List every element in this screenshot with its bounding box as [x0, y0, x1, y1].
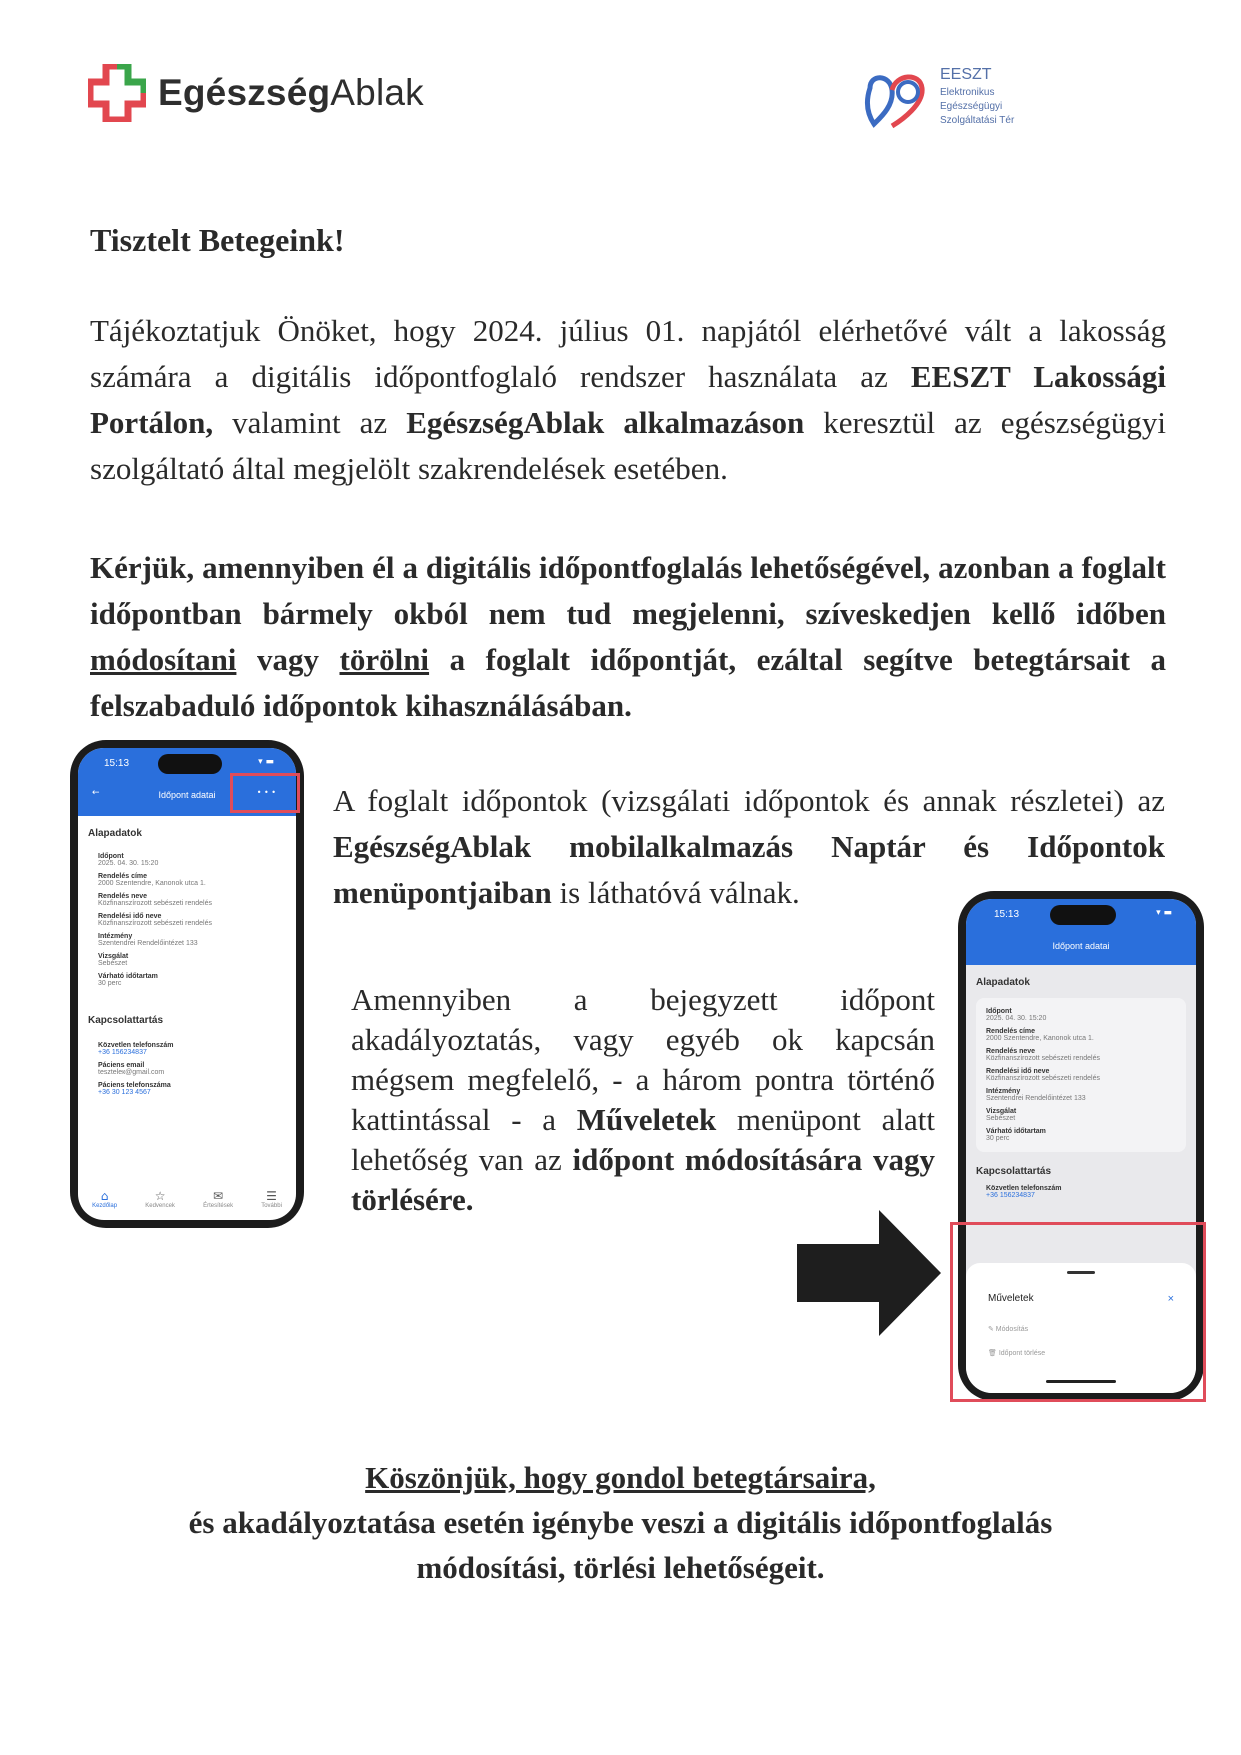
- field-label: Várható időtartam: [986, 1128, 1046, 1135]
- tab-more[interactable]: ☰ További: [261, 1189, 282, 1209]
- tab-bar: [78, 1178, 296, 1220]
- star-icon: ☆: [154, 1189, 166, 1203]
- eeszt-subtitle-2: Egészségügyi: [940, 101, 1003, 112]
- field-label: Rendelés neve: [986, 1048, 1036, 1055]
- more-options-button[interactable]: • • •: [256, 788, 276, 797]
- contact-label: Közvetlen telefonszám: [986, 1185, 1062, 1192]
- back-arrow-icon[interactable]: ←: [92, 788, 100, 798]
- closing-line-2: és akadályoztatása esetén igénybe veszi a digitális időpontfoglalás: [188, 1505, 1053, 1540]
- field-value: Sebészet: [986, 1115, 1016, 1122]
- envelope-icon: ✉: [213, 1189, 224, 1203]
- field-label: Rendelés neve: [98, 893, 148, 900]
- tab-notifications[interactable]: ✉ Értesítések: [203, 1189, 234, 1209]
- status-time: 15:13: [994, 909, 1020, 920]
- closing-text: [0, 1455, 1241, 1590]
- status-icons: ▾ ▬: [258, 757, 274, 767]
- field-value: 2000 Szentendre, Kanonok utca 1.: [986, 1035, 1094, 1042]
- status-time: 15:13: [104, 758, 130, 769]
- screen-title: Időpont adatai: [158, 790, 216, 800]
- request-paragraph: Kérjük, amennyiben él a digitális időpontfoglalás lehetőségével, azonban a foglalt időpontban bármely okból nem tud megjelenni, szíveskedjen kellő időben módosítani vagy törölni a foglalt időpontját, ezáltal segítve betegtársait a felszabaduló időpontok kihasználásában.: [90, 550, 1166, 723]
- sheet-title: Műveletek: [988, 1293, 1034, 1304]
- contact-email: teszteleк@gmail.com: [98, 1069, 165, 1076]
- field-label: Időpont: [98, 853, 124, 860]
- field-label: Vizsgálat: [986, 1108, 1017, 1115]
- field-value: 2025. 04. 30. 15:20: [98, 860, 159, 867]
- delete-menu-item[interactable]: 🗑 Időpont törlése: [988, 1350, 1046, 1357]
- field-label: Várható időtartam: [98, 973, 158, 980]
- contact-patient-phone-link[interactable]: +36 30 123 4567: [98, 1089, 151, 1096]
- section-title-contact: Kapcsolattartás: [88, 1015, 164, 1026]
- field-value: Közfinanszírozott sebészeti rendelés: [986, 1075, 1101, 1082]
- eeszt-name: EESZT: [940, 66, 992, 83]
- egeszsegablak-logo: [88, 64, 424, 122]
- brand-name: EgészségAblak: [158, 72, 424, 113]
- screen-title: Időpont adatai: [1052, 941, 1110, 951]
- field-value: Közfinanszírozott sebészeti rendelés: [98, 900, 213, 907]
- closing-line-1: Köszönjük, hogy gondol betegtársaira,: [365, 1460, 876, 1495]
- field-label: Időpont: [986, 1008, 1012, 1015]
- field-value: Szentendrei Rendelőintézet 133: [98, 940, 198, 947]
- field-value: Sebészet: [98, 960, 128, 967]
- closing-line-3: módosítási, törlési lehetőségeit.: [416, 1550, 825, 1585]
- field-value: 30 perc: [986, 1135, 1010, 1142]
- eeszt-subtitle-3: Szolgáltatási Tér: [940, 115, 1015, 126]
- menu-icon: ☰: [266, 1189, 277, 1203]
- contact-phone-link[interactable]: +36 156234837: [98, 1049, 147, 1056]
- medical-cross-icon: [88, 64, 146, 122]
- greeting: Tisztelt Betegeink!: [90, 222, 345, 258]
- phone-screenshot-details: [70, 740, 304, 1228]
- contact-phone-link[interactable]: +36 156234837: [986, 1192, 1035, 1199]
- tab-favorites[interactable]: ☆ Kedvencek: [145, 1189, 175, 1209]
- section-title-basics: Alapadatok: [88, 828, 142, 839]
- eeszt-heart-icon: [862, 66, 934, 132]
- field-label: Intézmény: [986, 1088, 1021, 1095]
- contact-label: Páciens telefonszáma: [98, 1082, 171, 1089]
- home-icon: ⌂: [100, 1189, 109, 1203]
- highlight-operations-sheet: [950, 1222, 1206, 1402]
- operations-paragraph: Amennyiben a bejegyzett időpont akadályoztatás, vagy egyéb ok kapcsán mégsem megfelelő, - a három pontra történő kattintással - a Műveletek menüpont alatt lehetőség van az időpont módosítására vagy törlésére.: [351, 982, 935, 1217]
- field-label: Intézmény: [98, 933, 133, 940]
- field-value: Szentendrei Rendelőintézet 133: [986, 1095, 1086, 1102]
- field-value: Közfinanszírozott sebészeti rendelés: [986, 1055, 1101, 1062]
- contact-label: Közvetlen telefonszám: [98, 1042, 174, 1049]
- field-label: Rendelés címe: [986, 1028, 1036, 1035]
- field-value: 2025. 04. 30. 15:20: [986, 1015, 1047, 1022]
- modify-menu-item[interactable]: ✎ Módosítás: [988, 1326, 1029, 1333]
- field-value: Közfinanszírozott sebészeti rendelés: [98, 920, 213, 927]
- status-icons: ▾ ▬: [1156, 908, 1172, 918]
- eeszt-subtitle-1: Elektronikus: [940, 87, 995, 98]
- field-label: Rendelési idő neve: [986, 1068, 1050, 1075]
- intro-paragraph: Tájékoztatjuk Önöket, hogy 2024. július 01. napjától elérhetővé vált a lakosság számára a digitális időpontfoglaló rendszer használata az EESZT Lakossági Portálon, valamint az EgészségAblak alkalmazáson keresztül az egészségügyi szolgáltató által megjelölt szakrendelések esetében.: [90, 313, 1167, 486]
- field-label: Rendelés címe: [98, 873, 148, 880]
- close-icon[interactable]: ×: [1167, 1293, 1174, 1305]
- field-label: Rendelési idő neve: [98, 913, 162, 920]
- field-value: 2000 Szentendre, Kanonok utca 1.: [98, 880, 206, 887]
- field-value: 30 perc: [98, 980, 122, 987]
- section-title-basics: Alapadatok: [976, 977, 1030, 988]
- contact-label: Páciens email: [98, 1062, 145, 1069]
- tab-home[interactable]: ⌂ Kezdőlap: [92, 1189, 118, 1209]
- section-title-contact: Kapcsolattartás: [976, 1166, 1052, 1177]
- right-arrow-icon: [797, 1210, 941, 1336]
- highlight-more-button: [230, 773, 300, 813]
- calendar-paragraph: A foglalt időpontok (vizsgálati időpontok és annak részletei) az EgészségAblak mobilalkalmazás Naptár és Időpontok menüpontjaiban is láthatóvá válnak.: [333, 783, 1165, 910]
- field-label: Vizsgálat: [98, 953, 129, 960]
- eeszt-logo: [862, 66, 1014, 132]
